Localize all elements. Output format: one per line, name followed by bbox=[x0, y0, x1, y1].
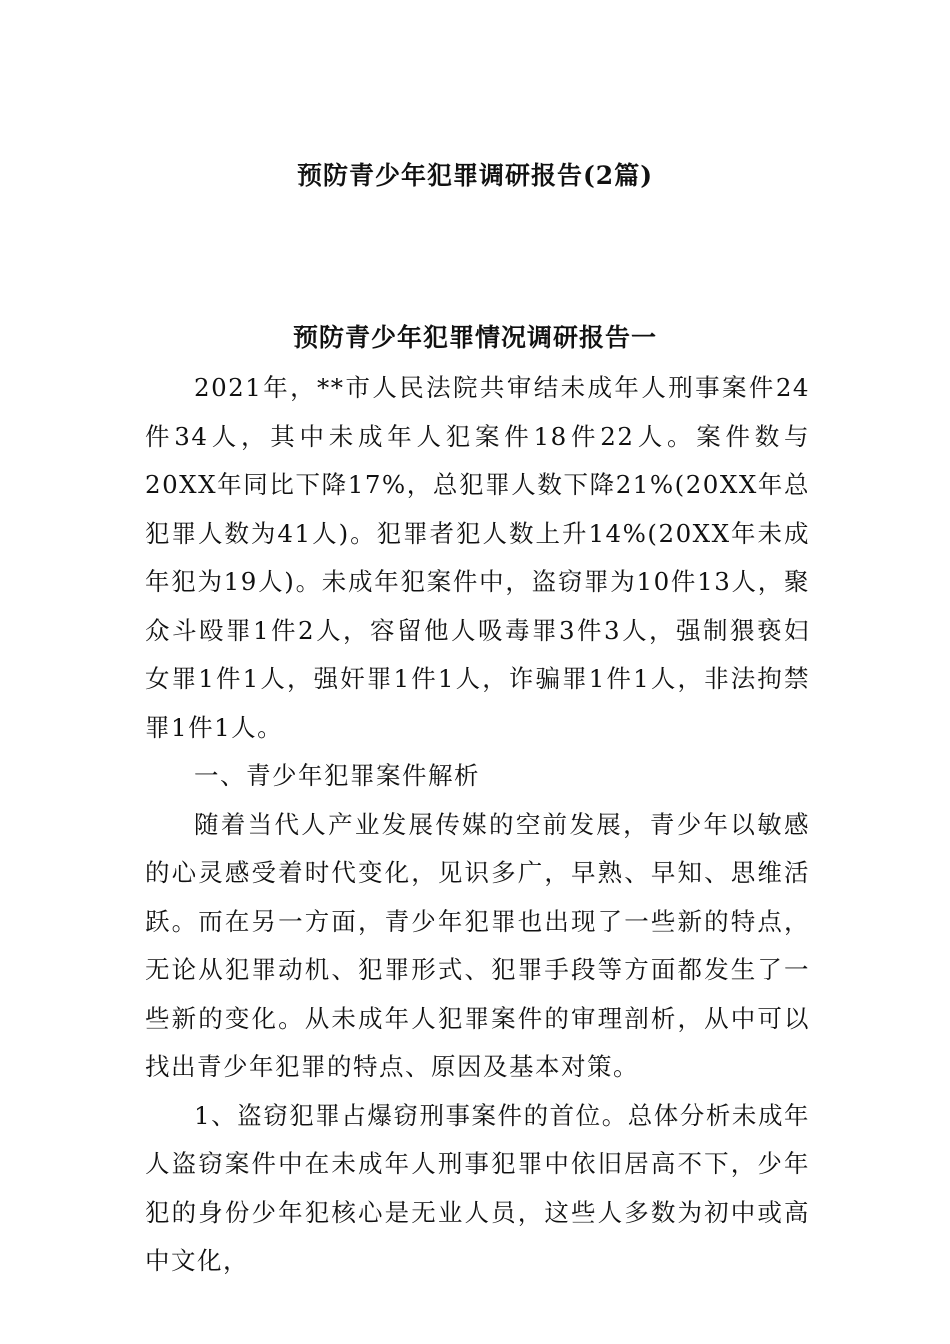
document-title: 预防青少年犯罪调研报告(2篇) bbox=[296, 161, 654, 190]
document-body bbox=[145, 364, 810, 1286]
paragraph-heading-analysis: 一、青少年犯罪案件解析 bbox=[194, 761, 480, 790]
paragraph-statistics: 2021年，**市人民法院共审结未成年人刑事案件24件34人，其中未成年人犯案件18件22人。案件数与20XX年同比下降17%，总犯罪人数下降21%(20XX年总犯罪人数为41人)。犯罪者犯人数上升14%(20XX年未成年犯为19人)。未成年犯案件中，盗窃罪为10件13人，聚众斗殴罪1件2人，容留他人吸毒罪3件3人，强制猥亵妇女罪1件1人，强奸罪1件1人，诈骗罪1件1人，非法拘禁罪1件1人。 bbox=[145, 373, 810, 742]
paragraph-background: 随着当代人产业发展传媒的空前发展，青少年以敏感的心灵感受着时代变化，见识多广，早熟、早知、思维活跃。而在另一方面，青少年犯罪也出现了一些新的特点，无论从犯罪动机、犯罪形式、犯罪手段等方面都发生了一些新的变化。从未成年人犯罪案件的审理剖析，从中可以找出青少年犯罪的特点、原因及基本对策。 bbox=[145, 809, 810, 1081]
paragraph-theft-crime: 1、盗窃犯罪占爆窃刑事案件的首位。总体分析未成年人盗窃案件中在未成年人刑事犯罪中依旧居高不下，少年犯的身份少年犯核心是无业人员，这些人多数为初中或高中文化， bbox=[145, 1100, 810, 1275]
section-title: 预防青少年犯罪情况调研报告一 bbox=[292, 323, 657, 352]
